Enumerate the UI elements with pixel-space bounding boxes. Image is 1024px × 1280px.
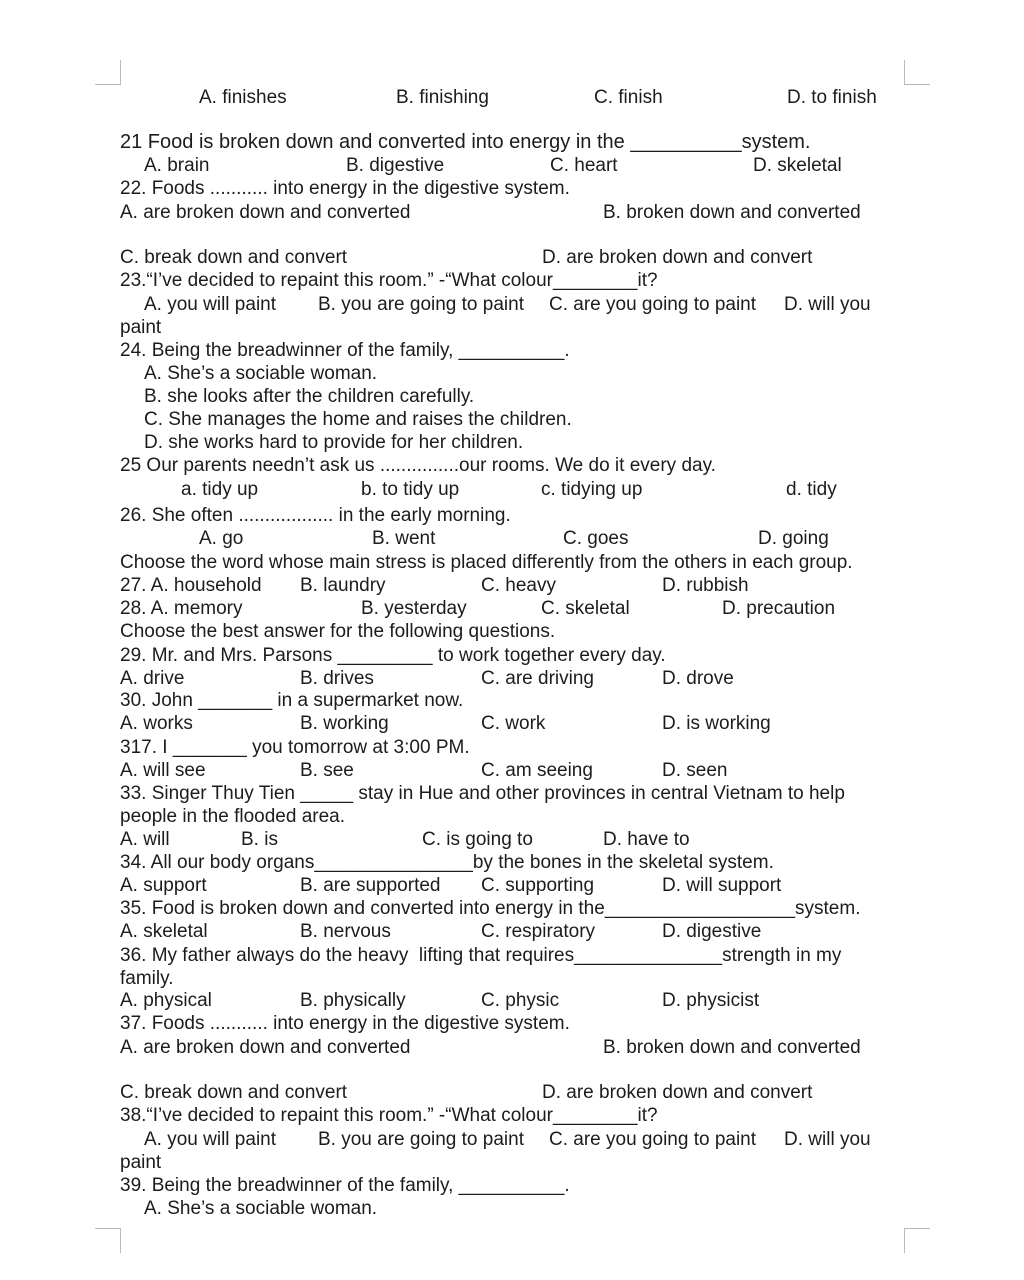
answer-option: A. drive — [120, 668, 185, 689]
question-39: 39. Being the breadwinner of the family, __________. — [120, 1175, 570, 1196]
answer-option: C. am seeing — [481, 760, 593, 781]
answer-option: B. physically — [300, 990, 406, 1011]
answer-option: C. finish — [594, 87, 663, 108]
answer-option: A. works — [120, 713, 193, 734]
answer-option: B. digestive — [346, 155, 445, 176]
answer-option: D. seen — [662, 760, 728, 781]
answer-option: d. tidy — [786, 479, 837, 500]
answer-option: D. going — [758, 528, 829, 549]
question-23: 23.“I’ve decided to repaint this room.” -“What colour________it? — [120, 270, 658, 291]
answer-option: C. heavy — [481, 575, 556, 596]
answer-option: A. will see — [120, 760, 206, 781]
answer-option: D. digestive — [662, 921, 762, 942]
answer-option: A. brain — [144, 155, 210, 176]
question-21: 21 Food is broken down and converted into energy in the __________system. — [120, 131, 811, 153]
question-28: 28. A. memory — [120, 598, 243, 619]
question-24: 24. Being the breadwinner of the family, __________. — [120, 340, 570, 361]
section-instruction: Choose the best answer for the following questions. — [120, 621, 556, 642]
crop-mark-top-left — [120, 60, 121, 85]
answer-option: A. She’s a sociable woman. — [144, 1198, 378, 1219]
crop-mark-top-right — [904, 60, 905, 85]
answer-option: C. work — [481, 713, 546, 734]
answer-option: C. break down and convert — [120, 247, 348, 268]
answer-option: C. skeletal — [541, 598, 630, 619]
answer-option: A. are broken down and converted — [120, 1037, 411, 1058]
question-continuation: people in the flooded area. — [120, 806, 346, 827]
answer-option: C. are driving — [481, 668, 594, 689]
answer-option: A. you will paint — [144, 1129, 277, 1150]
answer-option: D. to finish — [787, 87, 877, 108]
section-instruction: Choose the word whose main stress is placed differently from the others in each group. — [120, 552, 853, 573]
answer-option: D. are broken down and convert — [542, 247, 813, 268]
answer-option: B. you are going to paint — [318, 294, 524, 315]
answer-option: C. respiratory — [481, 921, 596, 942]
answer-option: D. physicist — [662, 990, 760, 1011]
crop-mark-bottom-right — [904, 1228, 905, 1253]
answer-option: B. broken down and converted — [603, 202, 861, 223]
crop-mark-bottom-left — [120, 1228, 121, 1253]
crop-mark-bottom-left — [95, 1228, 121, 1229]
answer-option: B. she looks after the children carefully. — [144, 386, 475, 407]
answer-option: D. she works hard to provide for her children. — [144, 432, 524, 453]
answer-option: C. She manages the home and raises the children. — [144, 409, 572, 430]
answer-option: C. supporting — [481, 875, 595, 896]
answer-option: B. see — [300, 760, 354, 781]
answer-option: D. drove — [662, 668, 734, 689]
answer-option: B. finishing — [396, 87, 489, 108]
question-31: 317. I _______ you tomorrow at 3:00 PM. — [120, 737, 470, 758]
answer-option: b. to tidy up — [361, 479, 460, 500]
answer-option: C. are you going to paint — [549, 294, 757, 315]
question-30: 30. John _______ in a supermarket now. — [120, 690, 464, 711]
answer-option: B. drives — [300, 668, 374, 689]
answer-option: B. is — [241, 829, 278, 850]
answer-option: D. will support — [662, 875, 782, 896]
question-22: 22. Foods ........... into energy in the digestive system. — [120, 178, 570, 199]
answer-option: C. goes — [563, 528, 629, 549]
answer-option: A. physical — [120, 990, 212, 1011]
answer-option: D. are broken down and convert — [542, 1082, 813, 1103]
answer-option: a. tidy up — [181, 479, 259, 500]
answer-option: A. are broken down and converted — [120, 202, 411, 223]
crop-mark-top-right — [904, 84, 930, 85]
answer-option: B. yesterday — [361, 598, 467, 619]
answer-option: D. precaution — [722, 598, 836, 619]
answer-option: C. break down and convert — [120, 1082, 348, 1103]
answer-option: A. support — [120, 875, 207, 896]
question-25: 25 Our parents needn’t ask us ...............our rooms. We do it every day. — [120, 455, 716, 476]
answer-option: A. She’s a sociable woman. — [144, 363, 378, 384]
answer-option: D. will you — [784, 1129, 871, 1150]
crop-mark-top-left — [95, 84, 121, 85]
question-37: 37. Foods ........... into energy in the digestive system. — [120, 1013, 570, 1034]
question-26: 26. She often .................. in the early morning. — [120, 505, 511, 526]
answer-option: D. rubbish — [662, 575, 749, 596]
answer-option: A. skeletal — [120, 921, 208, 942]
answer-option: A. go — [199, 528, 244, 549]
answer-continuation: paint — [120, 1152, 162, 1173]
question-27: 27. A. household — [120, 575, 262, 596]
question-34: 34. All our body organs_______________by the bones in the skeletal system. — [120, 852, 774, 873]
answer-option: A. you will paint — [144, 294, 277, 315]
answer-option: B. working — [300, 713, 389, 734]
answer-option: A. finishes — [199, 87, 287, 108]
question-35: 35. Food is broken down and converted into energy in the__________________system. — [120, 898, 861, 919]
question-38: 38.“I’ve decided to repaint this room.” -“What colour________it? — [120, 1105, 658, 1126]
answer-continuation: paint — [120, 317, 162, 338]
answer-option: A. will — [120, 829, 170, 850]
crop-mark-bottom-right — [904, 1228, 930, 1229]
answer-option: C. is going to — [422, 829, 533, 850]
answer-option: B. broken down and converted — [603, 1037, 861, 1058]
answer-option: B. went — [372, 528, 436, 549]
answer-option: C. are you going to paint — [549, 1129, 757, 1150]
question-33: 33. Singer Thuy Tien _____ stay in Hue and other provinces in central Vietnam to help — [120, 783, 845, 804]
answer-option: D. skeletal — [753, 155, 842, 176]
question-continuation: family. — [120, 968, 174, 989]
question-36: 36. My father always do the heavy lifting that requires______________strength in my — [120, 945, 842, 966]
answer-option: c. tidying up — [541, 479, 643, 500]
answer-option: C. heart — [550, 155, 618, 176]
answer-option: B. nervous — [300, 921, 391, 942]
question-29: 29. Mr. and Mrs. Parsons _________ to work together every day. — [120, 645, 666, 666]
answer-option: C. physic — [481, 990, 560, 1011]
answer-option: B. you are going to paint — [318, 1129, 524, 1150]
answer-option: D. have to — [603, 829, 690, 850]
answer-option: D. will you — [784, 294, 871, 315]
answer-option: B. are supported — [300, 875, 441, 896]
answer-option: B. laundry — [300, 575, 386, 596]
answer-option: D. is working — [662, 713, 771, 734]
